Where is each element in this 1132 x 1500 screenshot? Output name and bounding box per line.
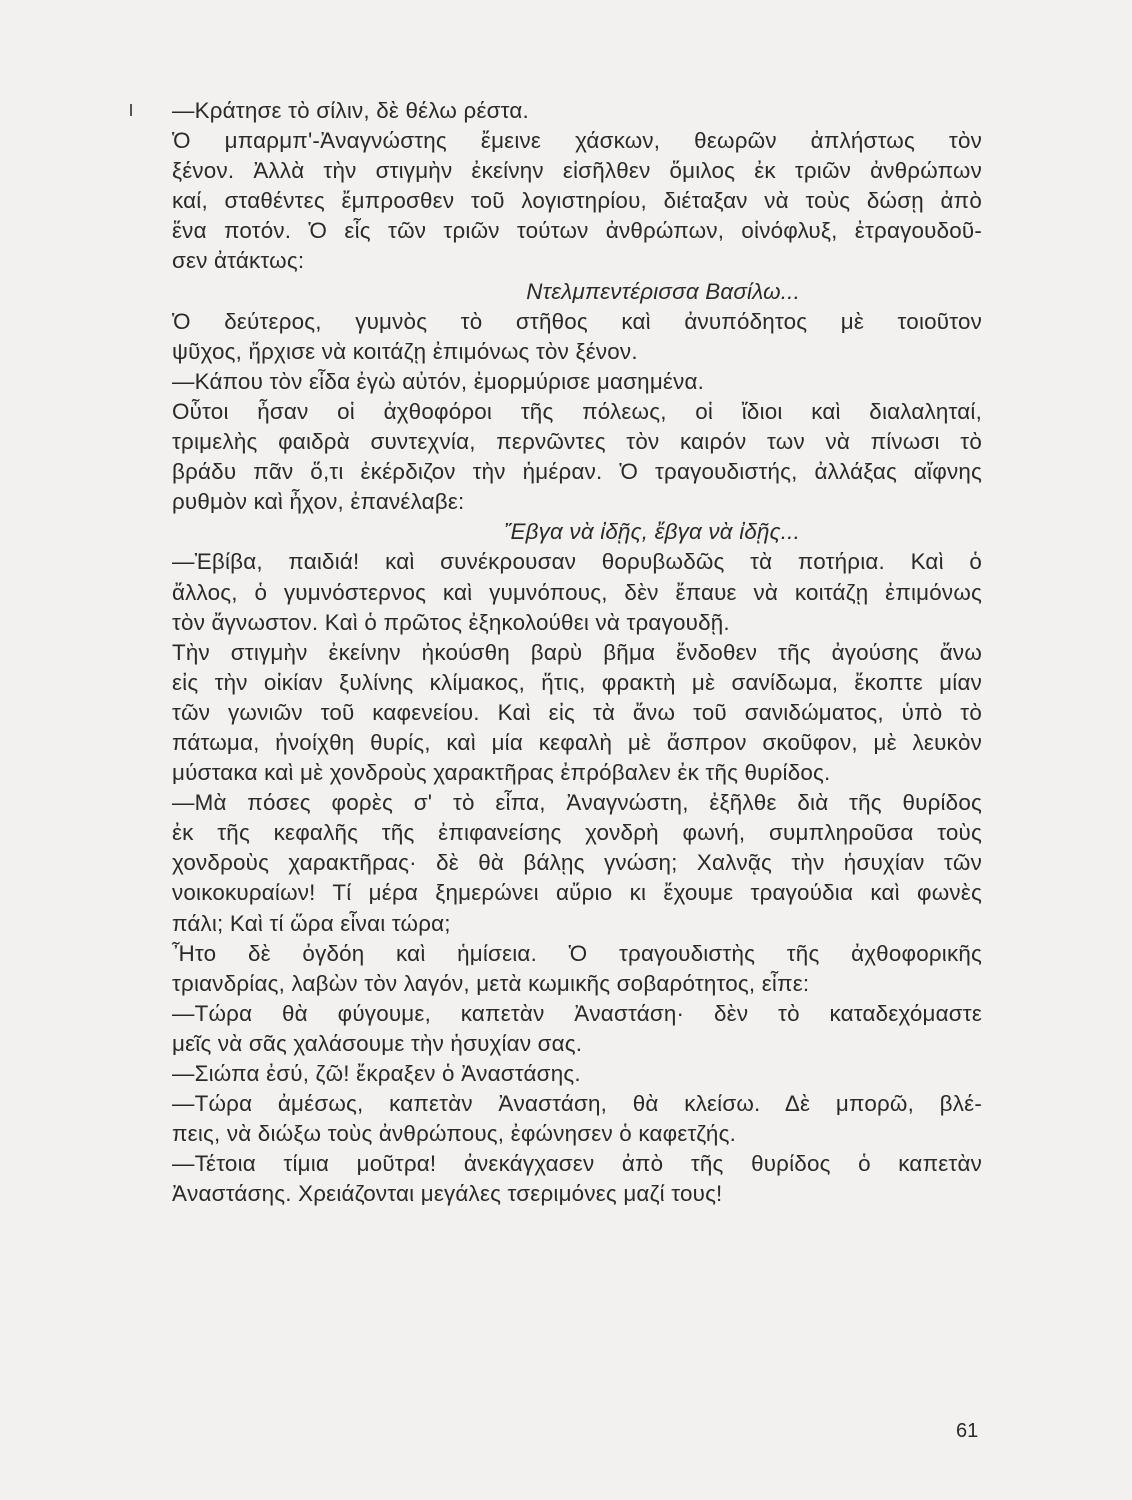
text-line: τῶν γωνιῶν τοῦ καφενείου. Καὶ εἰς τὰ ἄνω τοῦ σανιδώματος, ὑπὸ τὸ (172, 699, 982, 725)
page-number: 61 (956, 1420, 979, 1442)
text-line: βράδυ πᾶν ὅ,τι ἐκέρδιζον τὴν ἡμέραν. Ὁ τραγουδιστής, ἀλλάξας αἴφνης (172, 459, 982, 485)
text-line: μεῖς νὰ σᾶς χαλάσουμε τὴν ἡσυχίαν σας. (172, 1030, 583, 1056)
text-line: —Τώρα ἀμέσως, καπετὰν Ἀναστάση, θὰ κλείσω. Δὲ μπορῶ, βλέ- (172, 1091, 982, 1117)
text-line: —Τέτοια τίμια μοῦτρα! ἀνεκάγχασεν ἀπὸ τῆς θυρίδος ὁ καπετὰν (172, 1151, 982, 1177)
text-line: ἄλλος, ὁ γυμνόστερνος καὶ γυμνόπους, δὲν ἔπαυε νὰ κοιτάζῃ ἐπιμόνως (172, 579, 982, 605)
text-line: πεις, νὰ διώξω τοὺς ἀνθρώπους, ἐφώνησεν ὁ καφετζής. (172, 1121, 736, 1147)
text-line: —Μὰ πόσες φορὲς σ' τὸ εἶπα, Ἀναγνώστη, ἐξῆλθε διὰ τῆς θυρίδος (172, 790, 982, 816)
text-line: εἰς τὴν οἰκίαν ξυλίνης κλίμακος, ἥτις, φρακτὴ μὲ σανίδωμα, ἔκοπτε μίαν (172, 669, 982, 695)
text-line: —Τώρα θὰ φύγουμε, καπετὰν Ἀναστάση· δὲν τὸ καταδεχόμαστε (172, 1000, 982, 1026)
text-line: ψῦχος, ἤρχισε νὰ κοιτάζῃ ἐπιμόνως τὸν ξένον. (172, 338, 638, 364)
text-line: —Ἐβίβα, παιδιά! καὶ συνέκρουσαν θορυβωδῶς τὰ ποτήρια. Καὶ ὁ (172, 549, 982, 575)
text-line: τριανδρίας, λαβὼν τὸν λαγόν, μετὰ κωμικῆς σοβαρότητος, εἶπε: (172, 970, 810, 996)
text-line: μύστακα καὶ μὲ χονδροὺς χαρακτῆρας ἐπρόβαλεν ἐκ τῆς θυρίδος. (172, 760, 831, 786)
text-line: τριμελὴς φαιδρὰ συντεχνία, περνῶντες τὸν καιρόν των νὰ πίνωσι τὸ (172, 429, 982, 455)
text-line: Ἀναστάσης. Χρειάζονται μεγάλες τσεριμόνες μαζί τους! (172, 1181, 723, 1207)
text-line: χονδροὺς χαρακτῆρας· δὲ θὰ βάλῃς γνώση; Χαλνᾷς τὴν ἡσυχίαν τῶν (172, 850, 982, 876)
margin-mark (130, 104, 132, 116)
text-line: Τὴν στιγμὴν ἐκείνην ἠκούσθη βαρὺ βῆμα ἔνδοθεν τῆς ἀγούσης ἄνω (172, 639, 982, 665)
text-line: νοικοκυραίων! Τί μέρα ξημερώνει αὔριο κι ἔχουμε τραγούδια καὶ φωνὲς (172, 880, 982, 906)
verse-line: Ἔβγα νὰ ἰδῇς, ἔβγα νὰ ἰδῇς... (503, 519, 800, 545)
text-line: τὸν ἄγνωστον. Καὶ ὁ πρῶτος ἐξηκολούθει νὰ τραγουδῇ. (172, 609, 730, 635)
text-line: καί, σταθέντες ἔμπροσθεν τοῦ λογιστηρίου, διέταξαν νὰ τοὺς δώσῃ ἀπὸ (172, 188, 982, 214)
text-line: —Κράτησε τὸ σίλιν, δὲ θέλω ρέστα. (172, 98, 529, 123)
text-line: πάλι; Καὶ τί ὥρα εἶναι τώρα; (172, 910, 451, 936)
text-line: ρυθμὸν καὶ ἦχον, ἐπανέλαβε: (172, 489, 465, 515)
text-line: Ὁ μπαρμπ'-Ἀναγνώστης ἔμεινε χάσκων, θεωρῶν ἀπλήστως τὸν (172, 128, 982, 154)
text-line: ἐκ τῆς κεφαλῆς τῆς ἐπιφανείσης χονδρὴ φωνή, συμπληροῦσα τοὺς (172, 820, 982, 846)
text-line: —Κάπου τὸν εἶδα ἐγὼ αὐτόν, ἐμορμύρισε μασημένα. (172, 368, 705, 394)
text-line: Οὗτοι ἦσαν οἱ ἀχθοφόροι τῆς πόλεως, οἱ ἴδιοι καὶ διαλαληταί, (172, 398, 982, 424)
body-text (172, 96, 982, 1209)
text-line: σεν ἀτάκτως: (172, 248, 305, 274)
text-line: ἕνα ποτόν. Ὁ εἷς τῶν τριῶν τούτων ἀνθρώπων, οἰνόφλυξ, ἐτραγουδοῦ- (172, 218, 982, 244)
text-line: πάτωμα, ἠνοίχθη θυρίς, καὶ μία κεφαλὴ μὲ ἄσπρον σκοῦφον, μὲ λευκὸν (172, 729, 982, 755)
text-line: Ὁ δεύτερος, γυμνὸς τὸ στῆθος καὶ ἀνυπόδητος μὲ τοιοῦτον (172, 308, 982, 334)
text-line: ξένον. Ἀλλὰ τὴν στιγμὴν ἐκείνην εἰσῆλθεν ὅμιλος ἐκ τριῶν ἀνθρώπων (172, 158, 982, 184)
text-line: Ἦτο δὲ ὀγδόη καὶ ἡμίσεια. Ὁ τραγουδιστὴς τῆς ἀχθοφορικῆς (172, 940, 982, 966)
verse-line: Ντελμπεντέρισσα Βασίλω... (526, 278, 800, 304)
text-line: —Σιώπα ἐσύ, ζῶ! ἔκραξεν ὁ Ἀναστάσης. (172, 1061, 581, 1086)
